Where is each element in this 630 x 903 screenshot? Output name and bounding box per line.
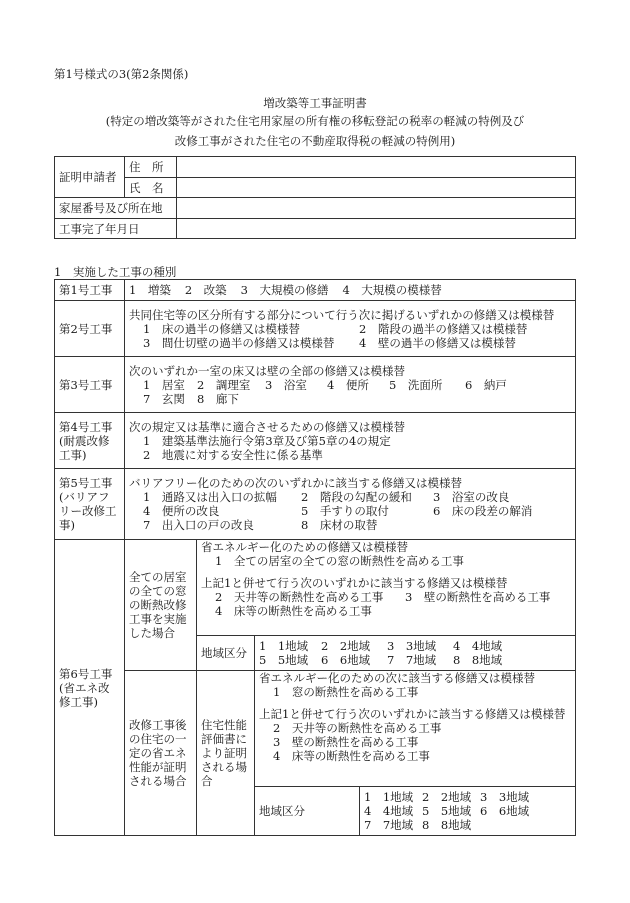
region-option[interactable]: 7 7地域 <box>387 653 437 667</box>
work-4-row <box>55 413 576 469</box>
work-1-option[interactable]: 3 大規模の修繕 <box>240 283 329 297</box>
work-5-option[interactable]: 3 浴室の改良 <box>433 490 510 504</box>
work-6-case-b-regions <box>360 787 576 835</box>
work-6-case-b-option[interactable]: 4 床等の断熱性を高める工事 <box>273 749 430 763</box>
work-6-case-b-content <box>255 671 576 787</box>
work-3-option[interactable]: 1 居室 <box>143 377 185 392</box>
region-option[interactable]: 4 4地域 <box>453 639 503 653</box>
work-3-intro: 次のいずれか一室の床又は壁の全部の修繕又は模様替 <box>129 363 405 378</box>
work-3-row <box>55 357 576 413</box>
applicant-label: 証明申請者 <box>55 157 125 198</box>
work-2-intro: 共同住宅等の区分所有する部分について行う次に掲げるいずれかの修繕又は模様替 <box>129 307 555 322</box>
work-5-option[interactable]: 4 便所の改良 <box>143 504 220 518</box>
region-option[interactable]: 1 1地域 <box>364 790 414 804</box>
work-3-option[interactable]: 3 浴室 <box>265 377 307 392</box>
work-3-option[interactable]: 4 便所 <box>327 377 369 392</box>
work-6-case-b-option[interactable]: 1 窓の断熱性を高める工事 <box>273 685 419 699</box>
work-3-label: 第3号工事 <box>55 357 125 413</box>
region-option[interactable]: 3 3地域 <box>387 639 437 653</box>
work-1-option[interactable]: 4 大規模の模様替 <box>342 283 442 297</box>
work-4-option[interactable]: 2 地震に対する安全性に係る基準 <box>143 447 323 462</box>
address-field[interactable] <box>177 157 576 178</box>
work-6-case-b-option[interactable]: 2 天井等の断熱性を高める工事 <box>273 721 442 735</box>
work-1-option[interactable]: 1 増築 <box>129 283 171 297</box>
region-option[interactable]: 2 2地域 <box>422 790 472 804</box>
region-option[interactable]: 5 5地域 <box>422 804 472 818</box>
work-1-label: 第1号工事 <box>55 280 125 301</box>
work-5-option[interactable]: 2 階段の勾配の緩和 <box>301 490 412 504</box>
name-field[interactable] <box>177 178 576 198</box>
work-3-option[interactable]: 8 廊下 <box>197 391 239 406</box>
work-6-case-b-row <box>55 671 576 787</box>
completion-date-label: 工事完了年月日 <box>55 219 177 239</box>
work-4-label: 第4号工事 (耐震改修 工事) <box>55 413 125 469</box>
completion-date-field[interactable] <box>177 219 576 239</box>
work-2-content <box>125 301 576 357</box>
work-6-case-b-label: 改修工事後 の住宅の一 定の省エネ 性能が証明 される場合 <box>125 671 197 836</box>
work-5-option[interactable]: 1 通路又は出入口の拡幅 <box>143 490 277 504</box>
address-label: 住 所 <box>125 157 177 178</box>
work-6-case-a-regions <box>255 636 576 671</box>
work-2-option[interactable]: 1 床の過半の修繕又は模様替 <box>143 321 300 336</box>
work-6-case-b-sublabel: 住宅性能 評価書に より証明 される場 合 <box>197 671 255 836</box>
region-option[interactable]: 6 6地域 <box>321 653 371 667</box>
work-3-content <box>125 357 576 413</box>
work-1-row <box>55 280 576 301</box>
work-3-option[interactable]: 5 洗面所 <box>389 377 443 392</box>
work-5-row <box>55 469 576 540</box>
form-number: 第1号様式の3(第2条関係) <box>54 67 189 81</box>
house-number-label: 家屋番号及び所在地 <box>55 198 177 219</box>
applicant-table <box>54 156 576 239</box>
region-option[interactable]: 7 7地域 <box>364 818 414 832</box>
work-6-case-b-intro: 省エネルギー化のための次に該当する修繕又は模様替 <box>259 671 535 685</box>
work-6-case-a-label: 全ての居室 の全ての窓 の断熱改修 工事を実施 した場合 <box>125 540 197 671</box>
region-option[interactable]: 3 3地域 <box>480 790 530 804</box>
document-subtitle-1: (特定の増改築等がされた住宅用家屋の所有権の移転登記の税率の軽減の特例及び <box>105 114 525 128</box>
work-3-option[interactable]: 6 納戸 <box>465 377 507 392</box>
work-5-option[interactable]: 6 床の段差の解消 <box>433 504 533 518</box>
work-1-options <box>125 280 576 301</box>
region-option[interactable]: 8 8地域 <box>422 818 472 832</box>
work-6-case-a-intro: 省エネルギー化のための修繕又は模様替 <box>201 540 408 554</box>
region-option[interactable]: 6 6地域 <box>480 804 530 818</box>
work-2-option[interactable]: 2 階段の過半の修繕又は模様替 <box>359 321 528 336</box>
work-6-case-b-note: 上記1と併せて行う次のいずれかに該当する修繕又は模様替 <box>259 707 566 721</box>
work-2-option[interactable]: 3 間仕切壁の過半の修繕又は模様替 <box>143 335 335 350</box>
house-number-field[interactable] <box>177 198 576 219</box>
work-6-case-b-region-table <box>255 787 575 835</box>
work-5-content <box>125 469 576 540</box>
work-types-table <box>54 279 576 836</box>
work-2-row <box>55 301 576 357</box>
work-5-option[interactable]: 7 出入口の戸の改良 <box>143 518 254 532</box>
work-5-intro: バリアフリー化のための次のいずれかに該当する修繕又は模様替 <box>129 476 463 490</box>
work-4-option[interactable]: 1 建築基準法施行令第3章及び第5章の4の規定 <box>143 433 391 448</box>
name-label: 氏 名 <box>125 178 177 198</box>
work-6-case-a-option[interactable]: 4 床等の断熱性を高める工事 <box>215 604 372 618</box>
work-6-case-a-option[interactable]: 3 壁の断熱性を高める工事 <box>405 590 551 604</box>
work-6-case-a-option[interactable]: 2 天井等の断熱性を高める工事 <box>215 590 384 604</box>
region-option[interactable]: 2 2地域 <box>321 639 371 653</box>
work-5-option[interactable]: 5 手すりの取付 <box>301 504 389 518</box>
work-1-option[interactable]: 2 改築 <box>184 283 227 297</box>
work-6-case-a-option[interactable]: 1 全ての居室の全ての窓の断熱性を高める工事 <box>215 554 464 568</box>
work-5-label: 第5号工事 (バリアフ リー改修工 事) <box>55 469 125 540</box>
work-6-case-a-content <box>197 540 576 636</box>
work-3-option[interactable]: 2 調理室 <box>197 377 251 392</box>
document-title: 増改築等工事証明書 <box>263 96 367 110</box>
work-5-option[interactable]: 8 床材の取替 <box>301 518 378 532</box>
work-2-option[interactable]: 4 壁の過半の修繕又は模様替 <box>359 335 516 350</box>
section-1-title: 1 実施した工事の種別 <box>54 265 177 279</box>
work-6-case-b-region-cell <box>255 787 576 836</box>
work-6-case-b-option[interactable]: 3 壁の断熱性を高める工事 <box>273 735 419 749</box>
work-2-label: 第2号工事 <box>55 301 125 357</box>
region-option[interactable]: 5 5地域 <box>259 653 309 667</box>
document-subtitle-2: 改修工事がされた住宅の不動産取得税の軽減の特例用) <box>174 134 456 148</box>
work-6-case-a-note: 上記1と併せて行う次のいずれかに該当する修繕又は模様替 <box>201 576 508 590</box>
work-6-label: 第6号工事 (省エネ改 修工事) <box>55 540 125 836</box>
work-6-case-a-row <box>55 540 576 636</box>
region-option[interactable]: 4 4地域 <box>364 804 414 818</box>
work-6-case-a-region-label: 地域区分 <box>197 636 255 671</box>
work-3-option[interactable]: 7 玄関 <box>143 391 185 406</box>
work-4-intro: 次の規定又は基準に適合させるための修繕又は模様替 <box>129 419 405 434</box>
region-option[interactable]: 8 8地域 <box>453 653 503 667</box>
work-4-content <box>125 413 576 469</box>
region-option[interactable]: 1 1地域 <box>259 639 309 653</box>
work-6-case-b-region-label: 地域区分 <box>255 787 360 835</box>
